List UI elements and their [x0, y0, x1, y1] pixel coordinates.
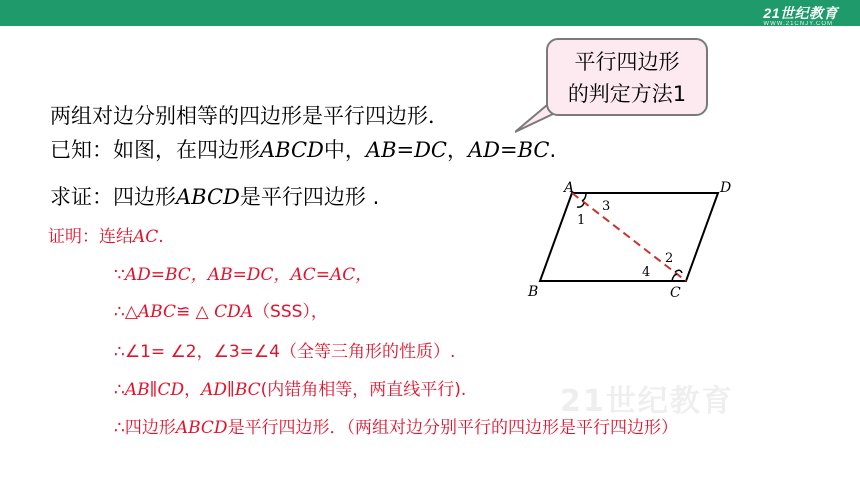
congruence-reason: （SSS），	[253, 302, 328, 322]
angles-text: ∠1= ∠2，∠3=∠4（全等三角形的性质）.	[124, 342, 456, 362]
watermark: 21世纪教育	[560, 384, 734, 419]
parallel-ab-cd: AB∥CD	[124, 380, 185, 400]
conclusion-quad: ABCD	[175, 418, 228, 438]
angle-arc-4	[672, 274, 677, 281]
triangle-cda: CDA	[214, 302, 254, 322]
given-quad: ABCD	[260, 138, 324, 162]
angle-arc-3	[582, 193, 586, 201]
triangle-symbol: △	[124, 302, 138, 322]
triangle-abc: ABC	[137, 302, 176, 322]
prove-prefix: 求证：四边形	[50, 185, 176, 209]
given-eq1: AB=DC	[365, 138, 448, 162]
prove-quad: ABCD	[176, 185, 240, 209]
parallelogram-figure	[520, 180, 740, 305]
conclusion-text: 是平行四边形．（两组对边分别平行的四边形是平行四边形）	[227, 418, 679, 438]
angle-label-3: 3	[602, 199, 611, 214]
angle-arc-1	[577, 203, 584, 207]
given-prefix: 已知：如图，在四边形	[50, 138, 260, 162]
congruent-symbol: ≌ △	[176, 302, 209, 322]
therefore-symbol: ∴	[114, 342, 125, 362]
given-line	[50, 134, 556, 164]
angle-label-1: 1	[577, 213, 586, 228]
given-end: .	[549, 138, 557, 162]
therefore-symbol: ∴	[114, 302, 125, 322]
vertex-label-b: B	[528, 284, 539, 300]
parallel-ad-bc: AD∥BC	[201, 380, 261, 400]
angle-label-2: 2	[665, 251, 674, 266]
vertex-label-c: C	[670, 285, 681, 301]
proof-intro-seg: AC	[133, 227, 159, 247]
given-sep: ，	[447, 138, 469, 162]
callout-line1: 平行四边形	[574, 50, 680, 74]
given-eq2: AD=BC	[468, 138, 550, 162]
because-text: AD=BC，AB=DC，AC=AC，	[124, 265, 373, 285]
vertex-label-d: D	[720, 180, 732, 196]
site-logo: 21世纪教育 WWW.21CNJY.COM	[763, 5, 838, 27]
proof-intro-label: 证明：连结	[48, 227, 133, 247]
parallel-reason: (内错角相等，两直线平行).	[260, 380, 467, 400]
diagonal-ac	[572, 193, 686, 281]
theorem-statement: 两组对边分别相等的四边形是平行四边形．	[50, 104, 449, 128]
prove-line	[50, 181, 379, 211]
proof-step-because	[114, 260, 372, 285]
callout-line2: 的判定方法1	[567, 82, 687, 106]
proof-step-congruence	[114, 297, 328, 322]
given-mid: 中，	[323, 138, 366, 162]
prove-suffix: 是平行四边形 .	[239, 185, 380, 209]
proof-step-parallel	[114, 375, 466, 400]
proof-step-angles	[114, 337, 455, 362]
header-bar	[0, 0, 860, 26]
angle-label-4: 4	[642, 265, 651, 280]
therefore-symbol: ∴	[114, 380, 125, 400]
parallel-sep: ，	[184, 380, 202, 400]
vertex-label-a: A	[564, 180, 575, 196]
conclusion-pre: 四边形	[124, 418, 176, 438]
proof-intro	[48, 222, 164, 247]
because-symbol: ∵	[114, 265, 125, 285]
proof-intro-end: .	[158, 227, 164, 247]
therefore-symbol: ∴	[114, 418, 125, 438]
method-callout	[546, 38, 708, 116]
